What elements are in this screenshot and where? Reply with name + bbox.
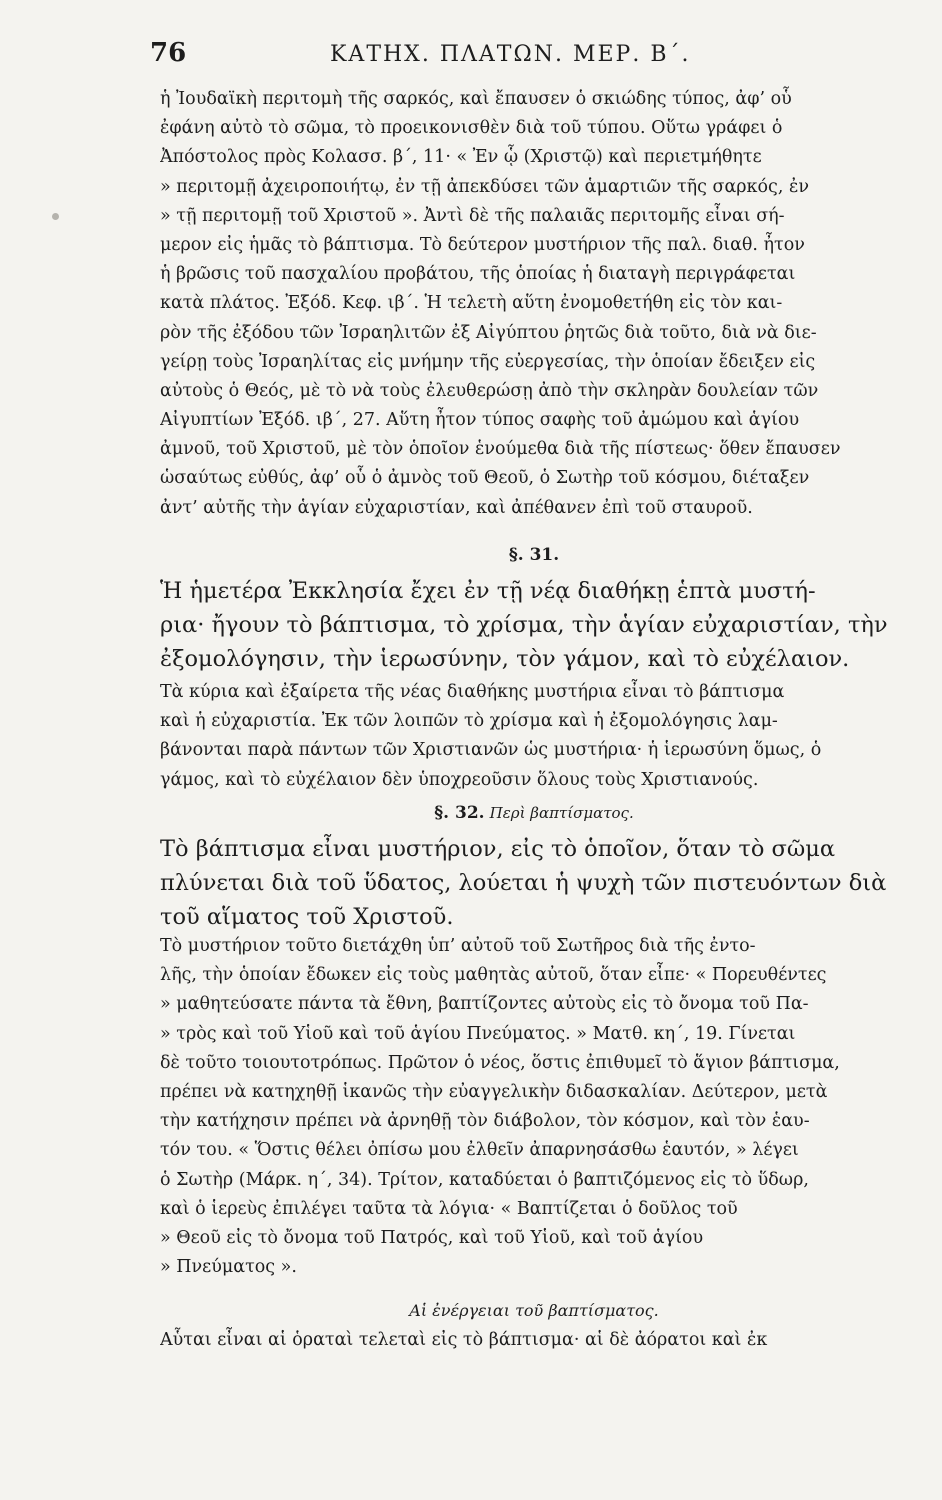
text-line: Ἀπόστολος πρὸς Κολασσ. β΄, 11· « Ἐν ᾧ (Χριστῷ) καὶ περιετμήθητε — [160, 147, 762, 168]
section-31-body — [160, 678, 908, 795]
text-line: ἡ βρῶσις τοῦ πασχαλίου προβάτου, τῆς ὁποίας ἡ διαταγὴ περιγράφεται — [160, 264, 796, 285]
text-line: ἐφάνη αὐτὸ τὸ σῶμα, τὸ προεικονισθὲν διὰ τοῦ τύπου. Οὕτω γράφει ὁ — [160, 118, 783, 139]
text-line: » τῇ περιτομῇ τοῦ Χριστοῦ ». Ἀντὶ δὲ τῆς παλαιᾶς περιτομῆς εἶναι σή- — [160, 205, 785, 226]
text-line: » περιτομῇ ἀχειροποιήτῳ, ἐν τῇ ἀπεκδύσει τῶν ἁμαρτιῶν τῆς σαρκός, ἐν — [160, 176, 809, 197]
text-line: ὁ Σωτὴρ (Μάρκ. η΄, 34). Τρίτον, καταδύεται ὁ βαπτιζόμενος εἰς τὸ ὕδωρ, — [160, 1169, 809, 1190]
text-line: γάμος, καὶ τὸ εὐχέλαιον δὲν ὑποχρεοῦσιν ὅλους τοὺς Χριστιανούς. — [160, 769, 759, 790]
section-31-heading — [160, 540, 908, 570]
paragraph-continuation — [160, 85, 908, 523]
text-line: » Θεοῦ εἰς τὸ ὄνομα τοῦ Πατρός, καὶ τοῦ Υἱοῦ, καὶ τοῦ ἁγίου — [160, 1227, 704, 1248]
text-line: » τρὸς καὶ τοῦ Υἱοῦ καὶ τοῦ ἁγίου Πνεύματος. » Ματθ. κη΄, 19. Γίνεται — [160, 1023, 796, 1044]
text-line: τόν του. « Ὅστις θέλει ὀπίσω μου ἐλθεῖν ἀπαρνησάσθω ἑαυτόν, » λέγει — [160, 1140, 799, 1161]
text-line: καὶ ἡ εὐχαριστία. Ἐκ τῶν λοιπῶν τὸ χρίσμα καὶ ἡ ἐξομολόγησις λαμ- — [160, 711, 778, 732]
closing-paragraph — [160, 1326, 908, 1355]
question-line: τοῦ αἵματος τοῦ Χριστοῦ. — [160, 904, 454, 930]
running-header — [150, 38, 902, 74]
question-line: ρια· ἤγουν τὸ βάπτισμα, τὸ χρίσμα, τὴν ἁγίαν εὐχαριστίαν, τὴν — [160, 612, 888, 638]
text-line: » Πνεύματος ». — [160, 1257, 297, 1278]
text-line: βάνονται παρὰ πάντων τῶν Χριστιανῶν ὡς μυστήρια· ἡ ἱερωσύνη ὅμως, ὁ — [160, 740, 822, 761]
question-line: ἐξομολόγησιν, τὴν ἱερωσύνην, τὸν γάμον, καὶ τὸ εὐχέλαιον. — [160, 646, 850, 672]
section-number: §. 32. — [434, 803, 485, 823]
text-line: λῆς, τὴν ὁποίαν ἔδωκεν εἰς τοὺς μαθητὰς αὐτοῦ, ὅταν εἶπε· « Πορευθέντες — [160, 965, 827, 986]
question-line: πλύνεται διὰ τοῦ ὕδατος, λούεται ἡ ψυχὴ τῶν πιστευόντων διὰ — [160, 870, 887, 896]
text-line: μερον εἰς ἡμᾶς τὸ βάπτισμα. Τὸ δεύτερον μυστήριον τῆς παλ. διαθ. ἦτον — [160, 234, 805, 255]
caption-text: Αἱ ἐνέργειαι τοῦ βαπτίσματος. — [409, 1301, 659, 1320]
running-title: ΚΑΤΗΧ. ΠΛΑΤΩΝ. ΜΕΡ. Β΄. — [330, 42, 691, 67]
text-line: Αἰγυπτίων Ἐξόδ. ιβ΄, 27. Αὕτη ἦτον τύπος σαφὴς τοῦ ἀμώμου καὶ ἁγίου — [160, 410, 800, 431]
text-line: δὲ τοῦτο τοιουτοτρόπως. Πρῶτον ὁ νέος, ὅστις ἐπιθυμεῖ τὸ ἅγιον βάπτισμα, — [160, 1052, 840, 1073]
text-line: γείρῃ τοὺς Ἰσραηλίτας εἰς μνήμην τῆς εὐεργεσίας, τὴν ὁποίαν ἔδειξεν εἰς — [160, 351, 816, 372]
text-line: ἡ Ἰουδαϊκὴ περιτομὴ τῆς σαρκός, καὶ ἔπαυσεν ὁ σκιώδης τύπος, ἀφ’ οὗ — [160, 89, 792, 109]
text-line: Τὰ κύρια καὶ ἐξαίρετα τῆς νέας διαθήκης μυστήρια εἶναι τὸ βάπτισμα — [160, 682, 785, 702]
section-32-heading — [160, 798, 908, 828]
text-line: πρέπει νὰ κατηχηθῇ ἱκανῶς τὴν εὐαγγελικὴν διδασκαλίαν. Δεύτερον, μετὰ — [160, 1081, 828, 1102]
section-subtitle: Περὶ βαπτίσματος. — [489, 804, 634, 822]
text-line: Τὸ μυστήριον τοῦτο διετάχθη ὑπ’ αὐτοῦ τοῦ Σωτῆρος διὰ τῆς ἐντο- — [160, 936, 756, 956]
text-line: αὐτοὺς ὁ Θεός, μὲ τὸ νὰ τοὺς ἐλευθερώσῃ ἀπὸ τὴν σκληρὰν δουλείαν τῶν — [160, 380, 819, 401]
subsection-caption — [160, 1296, 908, 1326]
question-line: Τὸ βάπτισμα εἶναι μυστήριον, εἰς τὸ ὁποῖον, ὅταν τὸ σῶμα — [160, 836, 836, 862]
text-line: » μαθητεύσατε πάντα τὰ ἔθνη, βαπτίζοντες αὐτοὺς εἰς τὸ ὄνομα τοῦ Πα- — [160, 994, 809, 1015]
question-line: Ἡ ἡμετέρα Ἐκκλησία ἔχει ἐν τῇ νέᾳ διαθήκῃ ἑπτὰ μυστή- — [160, 578, 816, 604]
page-number: 76 — [150, 38, 187, 68]
text-line: καὶ ὁ ἱερεὺς ἐπιλέγει ταῦτα τὰ λόγια· « Βαπτίζεται ὁ δοῦλος τοῦ — [160, 1198, 738, 1219]
text-line: Αὗται εἶναι αἱ ὁραταὶ τελεταὶ εἰς τὸ βάπτισμα· αἱ δὲ ἀόρατοι καὶ ἐκ — [160, 1330, 768, 1350]
text-line: ὡσαύτως εὐθύς, ἀφ’ οὗ ὁ ἀμνὸς τοῦ Θεοῦ, ὁ Σωτὴρ τοῦ κόσμου, διέταξεν — [160, 468, 810, 489]
margin-speck — [52, 213, 59, 220]
section-32-body — [160, 932, 908, 1282]
section-number: §. 31. — [508, 545, 560, 565]
section-31-question — [160, 574, 908, 676]
section-32-question — [160, 832, 908, 934]
text-line: ἀμνοῦ, τοῦ Χριστοῦ, μὲ τὸν ὁποῖον ἑνούμεθα διὰ τῆς πίστεως· ὅθεν ἔπαυσεν — [160, 439, 841, 460]
text-line: ἀντ’ αὐτῆς τὴν ἁγίαν εὐχαριστίαν, καὶ ἀπέθανεν ἐπὶ τοῦ σταυροῦ. — [160, 497, 753, 518]
text-line: τὴν κατήχησιν πρέπει νὰ ἀρνηθῇ τὸν διάβολον, τὸν κόσμον, καὶ τὸν ἑαυ- — [160, 1111, 810, 1132]
text-line: κατὰ πλάτος. Ἐξόδ. Κεφ. ιβ΄. Ἡ τελετὴ αὕτη ἐνομοθετήθη εἰς τὸν και- — [160, 293, 783, 314]
text-line: ρὸν τῆς ἐξόδου τῶν Ἰσραηλιτῶν ἐξ Αἰγύπτου ῥητῶς διὰ τοῦτο, διὰ νὰ διε- — [160, 322, 817, 343]
